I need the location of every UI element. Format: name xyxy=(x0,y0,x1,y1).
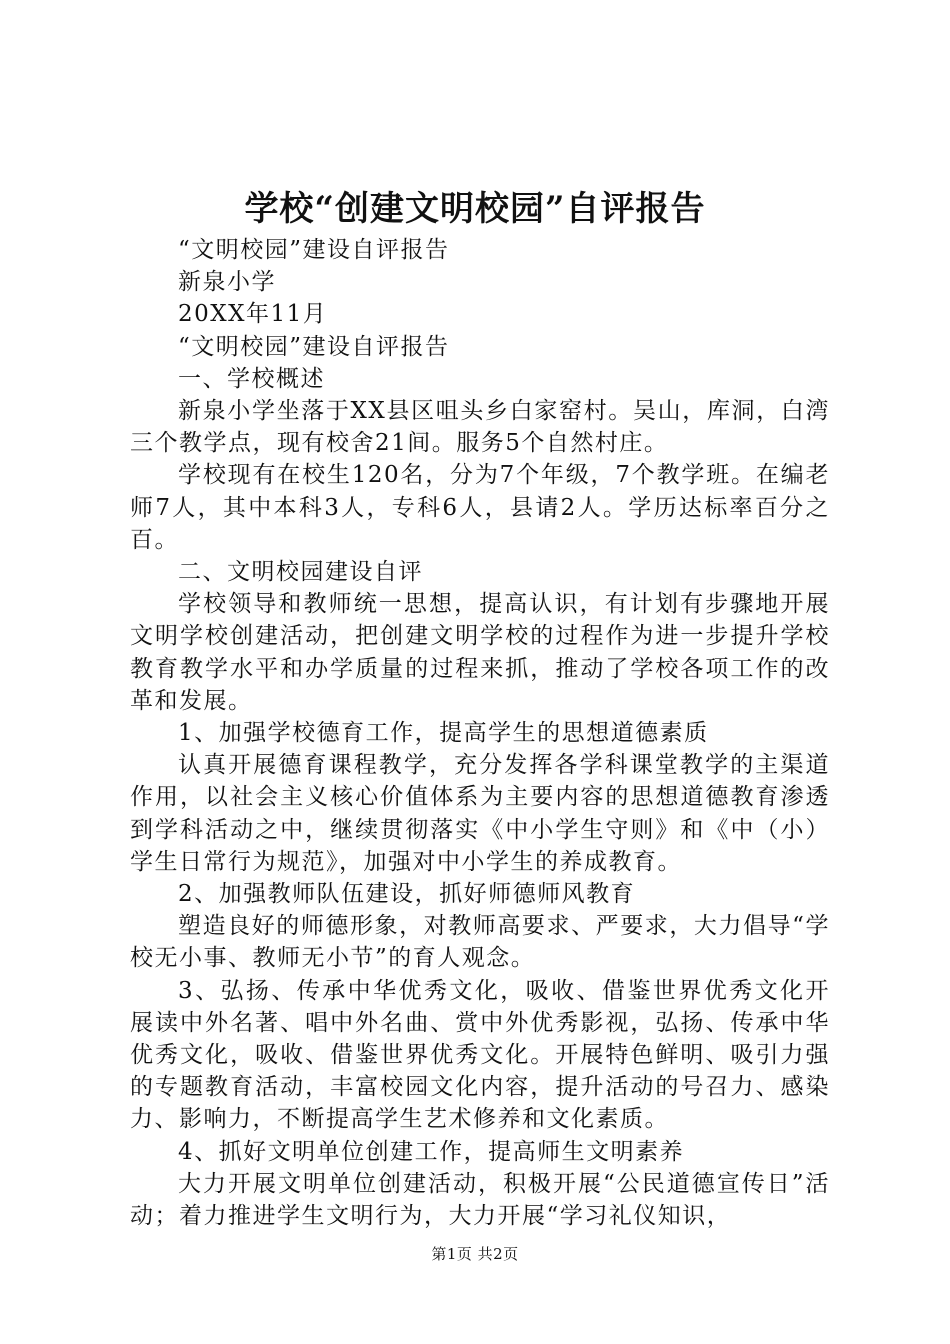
subsection-heading: 1、加强学校德育工作，提高学生的思想道德素质 xyxy=(178,720,709,747)
paragraph: 大力开展文明单位创建活动，积极开展“公民道德宣传日”活动；着力推进学生文明行为，大力开展“学习礼仪知识， xyxy=(130,1170,830,1230)
paragraph: 新泉小学坐落于XX县区咀头乡白家窑村。吴山，库洞，白湾三个教学点，现有校舍21间。服务5个自然村庄。 xyxy=(130,398,830,457)
paragraph: “文明校园”建设自评报告 xyxy=(178,237,450,263)
document-title: 学校“创建文明校园”自评报告 xyxy=(244,189,706,229)
paragraph: 20XX年11月 xyxy=(178,301,328,328)
subsection-heading: 4、抓好文明单位创建工作，提高师生文明素养 xyxy=(178,1138,685,1165)
paragraph: 认真开展德育课程教学，充分发挥各学科课堂教学的主渠道作用，以社会主义核心价值体系为主要内容的思想道德教育渗透到学科活动之中，继续贯彻落实《中小学生守则》和《中（小）学生日常行为规范》，加强对中小学生的养成教育。 xyxy=(130,752,830,875)
section-heading: 二、文明校园建设自评 xyxy=(178,559,423,586)
subsection-heading: 2、加强教师队伍建设，抓好师德师风教育 xyxy=(178,881,636,908)
paragraph: 学校领导和教师统一思想，提高认识，有计划有步骤地开展文明学校创建活动，把创建文明学校的过程作为进一步提升学校教育教学水平和办学质量的过程来抓，推动了学校各项工作的改革和发展。 xyxy=(130,591,830,714)
paragraph: “文明校园”建设自评报告 xyxy=(178,333,450,360)
paragraph: 新泉小学 xyxy=(178,269,276,296)
paragraph: 3、弘扬、传承中华优秀文化，吸收、借鉴世界优秀文化开展读中外名著、唱中外名曲、赏中外优秀影视，弘扬、传承中华优秀文化，吸收、借鉴世界优秀文化。开展特色鲜明、吸引力强的专题教育活动，丰富校园文化内容，提升活动的号召力、感染力、影响力，不断提高学生艺术修养和文化素质。 xyxy=(130,977,830,1133)
section-heading: 一、学校概述 xyxy=(178,365,325,392)
page-footer: 第1页 共2页 xyxy=(431,1245,519,1263)
document-body xyxy=(130,234,830,1232)
paragraph: 学校现有在校生120名，分为7个年级，7个教学班。在编老师7人，其中本科3人，专科6人，县请2人。学历达标率百分之百。 xyxy=(130,462,830,553)
paragraph: 塑造良好的师德形象，对教师高要求、严要求，大力倡导“学校无小事、教师无小节”的育人观念。 xyxy=(130,913,830,972)
